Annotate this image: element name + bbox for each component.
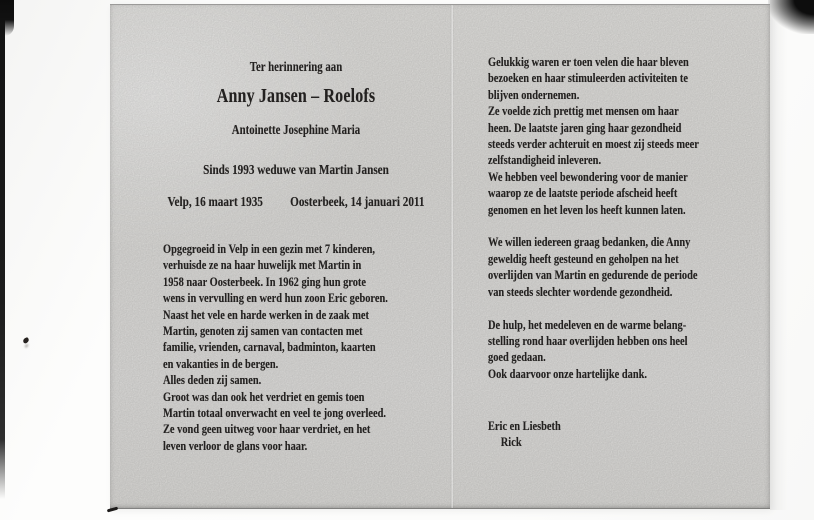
text-line: Martin, genoten zij samen van contacten met: [163, 323, 363, 339]
text-line: Gelukkig waren er toen velen die haar bleven: [488, 54, 689, 69]
text-line: 1958 naar Oosterbeek. In 1962 ging hun grote: [163, 273, 367, 289]
text-line: We willen iedereen graag bedanken, die Anny: [488, 234, 691, 250]
scan-margin-shade: [770, 0, 792, 510]
text-line: We hebben veel bewondering voor de manier: [488, 168, 688, 184]
left-page-body-text: [163, 241, 388, 454]
deceased-name: Anny Jansen – Roelofs: [216, 85, 376, 107]
text-line: steeds verder achteruit en moest zij steeds meer: [488, 136, 699, 152]
text-line: waarop ze de laatste periode afscheid heeft: [488, 185, 678, 201]
text-line: [488, 218, 699, 234]
text-line: en vakanties in de bergen.: [163, 355, 279, 371]
text-line: bezoeken en haar stimuleerden activiteiten te: [488, 70, 688, 86]
memorial-card: [110, 4, 770, 509]
deceased-birth-names: Antoinette Josephine Maria: [231, 122, 361, 137]
text-line: familie, vrienden, carnaval, badminton, kaarten: [163, 339, 376, 355]
signature-rick: Rick: [500, 434, 522, 450]
text-line: [488, 300, 699, 316]
text-line: stelling rond haar overlijden hebben ons heel: [488, 332, 688, 348]
text-line: leven verloor de glans voor haar.: [163, 437, 308, 453]
text-line: Ook daarvoor onze hartelijke dank.: [488, 365, 647, 381]
widow-line: Sinds 1993 weduwe van Martin Jansen: [203, 163, 389, 178]
birth-death-dates: [167, 195, 425, 211]
text-line: genomen en het leven los heeft kunnen laten.: [488, 201, 686, 217]
right-page-body-text: [488, 54, 699, 382]
text-line: geweldig heeft gesteund en geholpen na het: [488, 250, 679, 266]
text-line: Ze vond geen uitweg voor haar verdriet, en het: [163, 421, 371, 437]
ink-speck: [22, 337, 30, 344]
text-line: Alles deden zij samen.: [163, 372, 262, 388]
signature-block: [488, 418, 561, 451]
text-line: verhuisde ze na haar huwelijk met Martin in: [163, 257, 362, 273]
dedication-line: Ter herinnering aan: [249, 59, 343, 74]
text-line: Ze voelde zich prettig met mensen om haar: [488, 103, 679, 119]
text-line: Martin totaal onverwacht en veel te jong overleed.: [163, 405, 386, 421]
text-line: Naast het vele en harde werken in de zaak met: [163, 306, 369, 322]
text-line: blijven ondernemen.: [488, 86, 580, 102]
center-fold-line: [450, 5, 454, 508]
scan-edge-strip: [0, 0, 5, 499]
birth-place-date: Velp, 16 maart 1935: [167, 195, 263, 210]
text-line: De hulp, het medeleven en de warme belang-: [488, 316, 687, 332]
scan-corner-shadow-top-left: [0, 0, 14, 36]
text-line: heen. De laatste jaren ging haar gezondheid: [488, 119, 682, 135]
death-place-date: Oosterbeek, 14 januari 2011: [290, 195, 425, 210]
text-line: goed gedaan.: [488, 349, 546, 365]
text-line: Groot was dan ook het verdriet en gemis toen: [163, 388, 365, 404]
text-line: overlijden van Martin en gedurende de periode: [488, 267, 698, 283]
signature-family: Eric en Liesbeth: [488, 418, 561, 433]
text-line: zelfstandigheid inleveren.: [488, 152, 602, 168]
text-line: wens in vervulling en werd hun zoon Eric geboren.: [163, 290, 388, 306]
text-line: Opgegroeid in Velp in een gezin met 7 kinderen,: [163, 241, 375, 256]
scan-corner-tick: [107, 507, 118, 513]
text-line: van steeds slechter wordende gezondheid.: [488, 283, 673, 299]
